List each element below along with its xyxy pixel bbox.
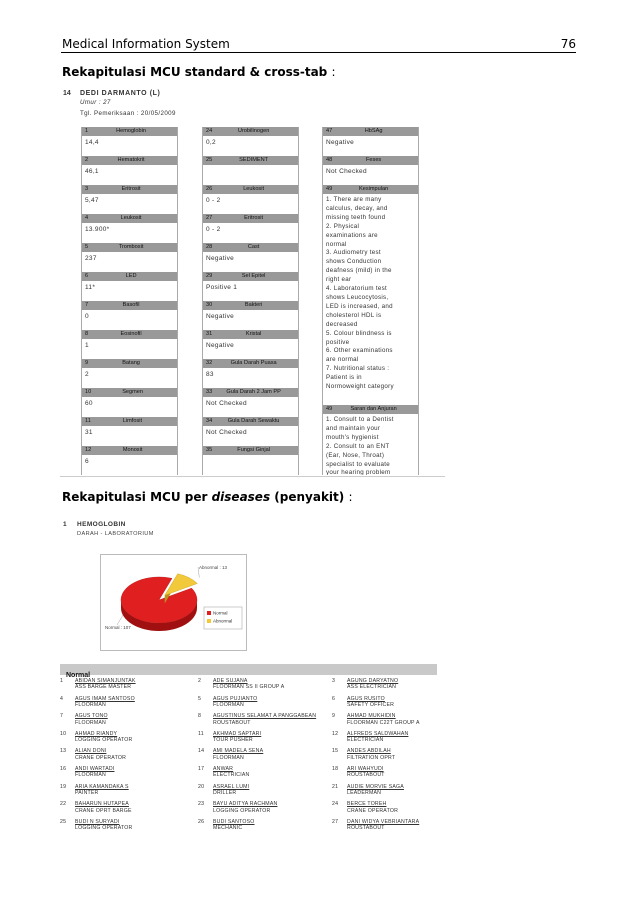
list-item [198, 696, 323, 709]
list-item [332, 696, 440, 709]
result-cell [202, 272, 299, 302]
result-cell [202, 446, 299, 475]
employee-job: ASS BARGE MASTER [75, 684, 132, 691]
cell-number: 5 [85, 244, 89, 250]
employee-job: ELECTRICIAN [213, 772, 250, 779]
employee-job: LOGGING OPERATOR [213, 807, 271, 814]
legend-swatch-normal [207, 611, 211, 615]
cell-value: 0 - 2 [206, 226, 221, 233]
list-item [198, 819, 323, 832]
entry-number: 6 [332, 695, 336, 702]
employee-job: SAFETY OFFICER [347, 702, 395, 708]
result-cell [81, 359, 178, 389]
list-item [332, 713, 440, 726]
employee-job: DRILLER [213, 790, 237, 796]
cell-label: Leukosit [120, 215, 142, 221]
entry-number: 12 [332, 730, 339, 737]
cell-number: 25 [206, 157, 213, 163]
report-subtitle: DARAH - LABORATORIUM [77, 531, 154, 537]
entry-number: 17 [198, 766, 205, 772]
cell-number: 35 [206, 447, 213, 453]
list-item [198, 801, 323, 814]
entry-number: 27 [332, 818, 339, 825]
text-line: Normoweight category [326, 383, 394, 391]
employee-name-link[interactable]: BAYU ADITYA RACHMAN [213, 801, 278, 808]
cell-label: Gula Darah 2 Jam PP [226, 389, 281, 395]
result-cell [202, 156, 299, 186]
pie-chart-frame [100, 554, 247, 651]
cell-number: 7 [85, 302, 89, 308]
cell-label: Fungsi Ginjal [237, 447, 270, 453]
employee-name-link[interactable]: AHMAD RIANDY [75, 730, 118, 737]
text-line: missing teeth found [326, 213, 386, 221]
cell-number: 33 [206, 389, 213, 395]
result-cell [202, 243, 299, 273]
employee-job: CRANE OPERATOR [347, 807, 399, 814]
result-cell [81, 272, 178, 302]
cell-label: Limfosit [122, 418, 143, 424]
advice-box [322, 405, 419, 475]
employee-job: ROUSTABOUT [213, 719, 251, 726]
cell-label: Eritrosit [121, 186, 141, 192]
text-line: 3. Audiometry test [326, 249, 381, 257]
employee-name-link[interactable]: AGUS RUSITO [347, 695, 385, 702]
employee-name-link[interactable]: AHMAD MUKHIDIN [347, 713, 396, 720]
text-line: 5. Colour blindness is [326, 329, 392, 337]
list-item [60, 801, 185, 814]
text-line: 7. Nutritional status : [326, 365, 390, 373]
text-line: decreased [326, 320, 358, 328]
entry-number: 23 [198, 801, 205, 808]
list-item [332, 748, 440, 761]
cell-value: Negative [206, 313, 235, 320]
list-item [198, 713, 323, 726]
document-header-title: Medical Information System [62, 37, 230, 51]
cell-number: 6 [85, 273, 89, 279]
text-line: deafness (mild) in the [326, 267, 392, 275]
cell-number: 2 [85, 157, 89, 163]
text-line: right ear [326, 276, 352, 284]
advice-text [323, 414, 418, 475]
cell-label: Saran dan Anjuran [350, 406, 397, 412]
employee-name-link[interactable]: ADE SUJANA [213, 678, 248, 684]
cell-value: 46,1 [85, 168, 99, 175]
employee-name-link[interactable]: AGUS TONO [75, 713, 108, 720]
text-line: your hearing problem [326, 469, 391, 475]
employee-job: LOGGING OPERATOR [75, 737, 133, 744]
list-item [60, 784, 185, 797]
list-item [332, 678, 440, 691]
cell-value: 2 [85, 371, 89, 378]
legend-swatch-abnormal [207, 619, 211, 623]
employee-job: ELECTRICIAN [347, 737, 384, 744]
entry-number: 9 [332, 713, 336, 720]
cell-label: Eritrosit [244, 215, 264, 221]
cell-number: 29 [206, 273, 213, 279]
result-cell [202, 185, 299, 215]
employee-name-link[interactable]: ANDI WARTADI [75, 766, 115, 772]
cell-number: 49 [326, 186, 333, 192]
cell-label: Hematokrit [117, 157, 145, 163]
cell-value: 83 [206, 371, 214, 378]
entry-number: 5 [198, 695, 202, 702]
employee-job: PAINTER [75, 790, 99, 796]
entry-number: 18 [332, 766, 339, 772]
data-label-abnormal: Abnormal : 13 [199, 565, 228, 570]
cell-value: 60 [85, 400, 93, 407]
result-cell [81, 446, 178, 475]
text-line: LED is increased, and [326, 302, 393, 310]
employee-job: CRANE OPRT BARGE [75, 807, 132, 814]
entry-number: 25 [60, 818, 67, 825]
cell-number: 10 [85, 389, 92, 395]
entry-number: 7 [60, 713, 64, 720]
list-item [60, 713, 185, 726]
section-title-text: Rekapitulasi MCU standard & cross-tab [62, 65, 328, 79]
list-item [60, 748, 185, 761]
section-title-colon: : [331, 65, 336, 79]
result-cell [81, 243, 178, 273]
cell-value: 237 [85, 255, 97, 262]
employee-job: FLOORMAN [213, 702, 244, 708]
employee-name-link[interactable]: AGUSTINUS SELAMAT A PANGGABEAN [213, 713, 317, 720]
text-line: are normal [326, 356, 359, 364]
cell-value: 14,4 [85, 139, 99, 146]
cell-label: Batang [122, 360, 140, 366]
text-line: positive [326, 338, 350, 346]
result-cell [202, 330, 299, 360]
result-cell [81, 156, 178, 186]
result-cell [202, 417, 299, 447]
normal-group-heading [60, 664, 437, 679]
list-item [332, 731, 440, 744]
employee-name-link[interactable]: BUDI N SURYADI [75, 818, 120, 825]
entry-number: 4 [60, 695, 64, 702]
cell-number: 28 [206, 244, 213, 250]
cell-label: Basofil [122, 302, 140, 308]
entry-number: 1 [60, 678, 64, 684]
text-line: and maintain your [326, 424, 381, 432]
employee-job: FLOORMAN [75, 772, 106, 779]
cell-value: 6 [85, 458, 89, 465]
cell-number: 9 [85, 360, 89, 366]
employee-job: LOGGING OPERATOR [75, 825, 133, 832]
cell-value: 0 - 2 [206, 197, 221, 204]
cell-number: 30 [206, 302, 213, 308]
employee-name-link[interactable]: AGUS IMAM SANTOSO [75, 695, 135, 702]
entry-number: 19 [60, 783, 67, 790]
result-cell-feses [322, 156, 419, 186]
list-item [198, 784, 323, 797]
cell-value: Not Checked [206, 400, 247, 407]
entry-number: 21 [332, 783, 339, 790]
conclusion-text [323, 194, 418, 394]
cell-value: Negative [326, 139, 355, 146]
normal-heading-text: Normal [66, 672, 91, 679]
list-item [60, 678, 185, 691]
employee-job: ROUSTABOUT [347, 825, 385, 832]
cell-value [203, 165, 298, 168]
result-cell [202, 127, 299, 157]
employee-job: FLOORMAN C22T GROUP A [347, 719, 420, 726]
result-cell [81, 388, 178, 418]
list-item [332, 801, 440, 814]
pie-chart [101, 555, 246, 650]
employee-job: FLOORMAN [75, 702, 106, 708]
employee-job: ASS ELECTRICIAN [347, 684, 397, 691]
section2-title-italic: diseases [211, 490, 271, 504]
cell-number: 1 [85, 128, 89, 134]
entry-number: 13 [60, 748, 67, 755]
cell-label: Gula Darah Sewaktu [227, 418, 280, 424]
card-bottom-divider [60, 476, 445, 477]
employee-name-link[interactable]: AMI MADELA SENA [213, 748, 264, 755]
cell-number: 34 [206, 418, 213, 424]
entry-number: 26 [198, 818, 205, 825]
text-line: cholesterol HDL is [326, 311, 382, 319]
text-line: (Ear, Nose, Throat) [326, 451, 385, 459]
page-number: 76 [560, 37, 576, 51]
section2-title-part2: (penyakit) [270, 490, 345, 504]
entry-number: 11 [198, 730, 204, 737]
result-cell [202, 388, 299, 418]
cell-value: 31 [85, 429, 93, 436]
cell-value: Not Checked [326, 168, 367, 175]
cell-label: Cast [247, 244, 260, 250]
cell-value: 0,2 [206, 139, 216, 146]
list-item [60, 731, 185, 744]
employee-name-link[interactable]: AGUS PUJIANTO [213, 695, 258, 702]
cell-value: 11* [85, 284, 96, 291]
result-cell [202, 301, 299, 331]
cell-number: 31 [206, 331, 213, 337]
section-title-standard [62, 65, 336, 79]
employee-name-link[interactable]: DANI WIDYA VEBRIANTARA [347, 818, 420, 825]
cell-label: Monosit [122, 447, 143, 453]
cell-number: 26 [206, 186, 213, 192]
report-title: HEMOGLOBIN [77, 521, 126, 528]
entry-number: 24 [332, 801, 339, 808]
text-line: 2. Physical [326, 222, 360, 230]
text-line: specialist to evaluate [326, 460, 391, 468]
patient-age: Umur : 27 [80, 99, 111, 106]
result-cell [81, 330, 178, 360]
cell-number: 48 [326, 157, 333, 163]
header-divider [61, 52, 576, 53]
employee-job: FLOORMAN SS II GROUP A [213, 684, 285, 691]
entry-number: 22 [60, 801, 67, 808]
employee-name-link[interactable]: BAHARUN HUTAPEA [75, 801, 129, 808]
entry-number: 10 [60, 730, 67, 737]
list-item [198, 748, 323, 761]
list-item [60, 819, 185, 832]
employee-job: CRANE OPERATOR [75, 754, 127, 761]
employee-job: FLOORMAN [75, 719, 106, 726]
text-line: 2. Consult to an ENT [326, 442, 390, 450]
cell-label: Gula Darah Puasa [230, 360, 277, 366]
cell-label: Leukosit [243, 186, 265, 192]
employee-name-link[interactable]: ALFREDS SALDWAHAN [347, 730, 409, 737]
cell-value: 13.900* [85, 226, 110, 233]
legend-label-normal: Normal [213, 610, 228, 616]
list-item [332, 819, 440, 832]
entry-number: 2 [198, 678, 202, 684]
employee-name-link[interactable]: ARIA KAMANDAKA S [75, 783, 129, 790]
cell-value [203, 455, 298, 458]
employee-name-link[interactable]: ALIAN DONI [75, 748, 107, 755]
result-cell [81, 127, 178, 157]
employee-job: TOUR PUSHER [213, 737, 253, 744]
text-line: calculus, decay, and [326, 204, 388, 212]
exam-date: Tgl. Pemeriksaan : 20/05/2009 [80, 110, 176, 117]
data-label-normal: Normal : 107 [105, 625, 131, 630]
list-item [60, 696, 185, 709]
entry-number: 15 [332, 748, 339, 755]
cell-value: Positive 1 [206, 284, 238, 291]
result-cell [81, 214, 178, 244]
employee-name-link[interactable]: ANWAR [213, 766, 234, 772]
cell-number: 27 [206, 215, 213, 221]
list-item [332, 766, 440, 779]
employee-job: LEADERMAN [347, 790, 382, 796]
cell-number: 24 [206, 128, 213, 134]
cell-label: Hemoglobin [116, 128, 146, 134]
employee-job: FILTRATION OPRT [347, 754, 396, 761]
employee-name-link[interactable]: ANDES ABDILAH [347, 748, 391, 755]
employee-job: MECHANIC [213, 825, 243, 832]
cell-label: Feses [366, 157, 382, 163]
cell-label: Segmen [122, 389, 144, 395]
entry-number: 8 [198, 713, 202, 720]
employee-name-link[interactable]: ARI WAHYUDI [347, 766, 384, 772]
leader-line-normal [117, 615, 123, 625]
result-cell [81, 185, 178, 215]
text-line: normal [326, 240, 347, 248]
employee-job: ROUSTABOUT [347, 772, 385, 779]
conclusion-box [322, 185, 419, 405]
list-item [198, 678, 323, 691]
cell-label: SEDIMENT [239, 157, 269, 163]
cell-label: Urobilinogen [237, 128, 270, 134]
list-item [332, 784, 440, 797]
list-item [198, 766, 323, 779]
legend-label-abnormal: Abnormal [213, 618, 233, 624]
cell-value: Not Checked [206, 429, 247, 436]
result-cell [202, 214, 299, 244]
section2-title-colon: : [348, 490, 353, 504]
cell-number: 11 [85, 418, 91, 424]
cell-value: 0 [85, 313, 89, 320]
text-line: examinations are [326, 231, 378, 239]
cell-value: 1 [85, 342, 89, 349]
entry-number: 16 [60, 766, 67, 772]
employee-name-link[interactable]: AKHMAD SAPTARI [213, 730, 262, 737]
employee-name-link[interactable]: ASRAEL LUMI [213, 783, 250, 790]
employee-name-link[interactable]: ABIDAN SIMANJUNTAK [75, 678, 136, 684]
report-number: 1 [63, 521, 68, 528]
text-line: 1. There are many [326, 196, 382, 203]
result-cell [202, 359, 299, 389]
entry-number: 20 [198, 783, 205, 790]
disease-report [60, 516, 440, 841]
cell-value: Negative [206, 342, 235, 349]
cell-label: Eosinofil [120, 331, 142, 337]
employee-name-link[interactable]: BUDI SANTOSO [213, 818, 255, 825]
patient-name: DEDI DARMANTO (L) [80, 90, 161, 97]
cell-value: Negative [206, 255, 235, 262]
cell-number: 32 [206, 360, 213, 366]
employee-name-link[interactable]: AGUNG DARYATNO [347, 678, 399, 684]
section-title-diseases [62, 490, 353, 504]
cell-number: 3 [85, 186, 89, 192]
employee-name-link[interactable]: BERCE TOREH [347, 801, 387, 808]
cell-label: Kesimpulan [359, 186, 389, 192]
cell-label: LED [125, 273, 137, 279]
cell-number: 8 [85, 331, 89, 337]
cell-number: 4 [85, 215, 89, 221]
entry-number: 14 [198, 748, 205, 755]
result-cell [81, 417, 178, 447]
section2-title-part1: Rekapitulasi MCU per [62, 490, 212, 504]
text-line: shows Leucocytosis, [326, 293, 389, 301]
list-item [198, 731, 323, 744]
result-cell-hbsag [322, 127, 419, 157]
text-line: 6. Other examinations [326, 347, 393, 355]
result-cell [81, 301, 178, 331]
employee-name-link[interactable]: AUDIE MORVIE SAGA [347, 783, 404, 790]
cell-value: 5,47 [85, 197, 99, 204]
text-line: 4. Laboratorium test [326, 285, 388, 293]
mcu-patient-card [60, 87, 445, 475]
cell-label: HbSAg [364, 128, 383, 134]
cell-number: 49 [326, 406, 333, 412]
cell-label: Trombosit [118, 244, 144, 250]
cell-number: 12 [85, 447, 92, 453]
employee-job: FLOORMAN [213, 754, 244, 761]
text-line: mouth's hygienist [326, 433, 379, 441]
entry-number: 3 [332, 678, 336, 684]
text-line: Patient is in [326, 374, 362, 382]
employee-list [60, 678, 440, 841]
patient-number: 14 [63, 90, 71, 97]
text-line: shows Conduction [326, 258, 382, 266]
list-item [60, 766, 185, 779]
cell-number: 47 [326, 128, 333, 134]
text-line: 1. Consult to a Dentist [326, 416, 394, 423]
cell-label: Bakteri [244, 302, 263, 308]
cell-label: Kristal [245, 331, 262, 337]
cell-label: Sel Epitel [241, 273, 266, 279]
